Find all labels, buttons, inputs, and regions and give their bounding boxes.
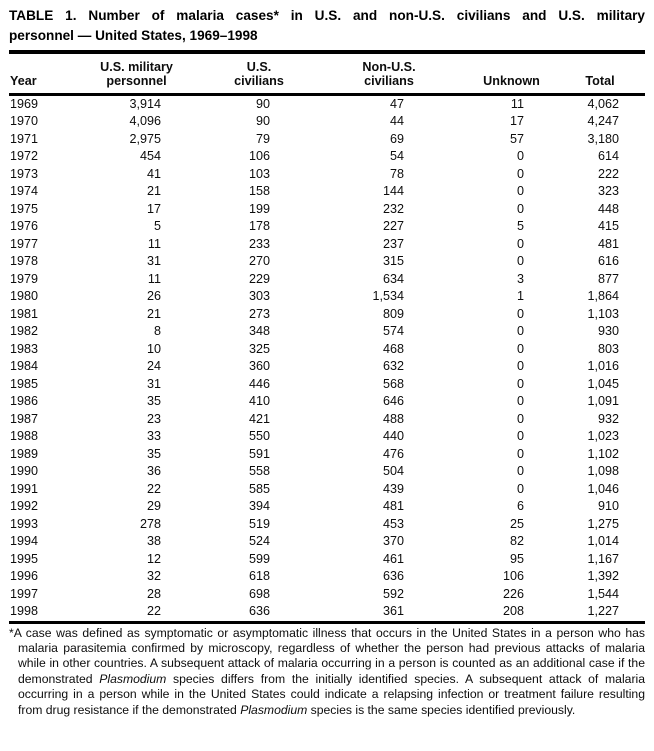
- cell-uscivil: 229: [248, 271, 270, 286]
- cell-year: 1991: [10, 481, 39, 496]
- col-header-noncivil: Non-U.S. civilians: [362, 59, 416, 88]
- cell-unknown: 5: [516, 219, 524, 233]
- table-header-row: [9, 54, 645, 93]
- cell-uscivil: 178: [248, 219, 270, 233]
- cell-noncivil: 632: [382, 359, 404, 373]
- cell-noncivil: 315: [382, 254, 404, 268]
- table-row: [9, 428, 645, 446]
- cell-total: 1,392: [587, 569, 619, 583]
- cell-year: 1978: [10, 254, 39, 268]
- cell-total: 1,103: [587, 306, 619, 321]
- cell-unknown: 17: [509, 114, 524, 128]
- cell-uscivil: 618: [248, 569, 270, 583]
- cell-total: 614: [597, 149, 619, 163]
- cell-total: 4,247: [587, 114, 619, 128]
- cell-uscivil: 446: [248, 376, 270, 391]
- table-row: [9, 533, 645, 551]
- cell-total: 877: [597, 271, 619, 286]
- cell-year: 1992: [10, 499, 39, 513]
- cell-unknown: 0: [516, 429, 524, 443]
- cell-total: 803: [597, 341, 619, 356]
- cell-total: 1,046: [587, 481, 619, 496]
- cell-uscivil: 558: [248, 464, 270, 478]
- cell-military: 31: [146, 254, 161, 268]
- cell-year: 1977: [10, 236, 39, 251]
- cell-year: 1982: [10, 324, 39, 338]
- cell-military: 28: [146, 586, 161, 601]
- cell-military: 278: [139, 516, 161, 531]
- cell-uscivil: 79: [255, 131, 270, 146]
- cell-uscivil: 90: [255, 96, 270, 111]
- cell-total: 1,275: [587, 516, 619, 531]
- cell-total: 3,180: [587, 131, 619, 146]
- cell-unknown: 0: [516, 324, 524, 338]
- cell-uscivil: 273: [248, 306, 270, 321]
- cell-uscivil: 394: [248, 499, 270, 513]
- cell-total: 910: [597, 499, 619, 513]
- table-title-line-2: personnel — United States, 1969–1998: [9, 27, 258, 43]
- table-row: [9, 253, 645, 271]
- cell-noncivil: 47: [389, 96, 404, 111]
- cell-noncivil: 237: [382, 236, 404, 251]
- cell-year: 1972: [10, 149, 39, 163]
- footnote-text: species differs from the initially identified species. A subsequent attack of malaria occurring in a person while in the United States could indicate a relapsing infection or treatment failure resulting from drug resistance if the demonstrated: [18, 671, 645, 717]
- cell-unknown: 0: [516, 481, 524, 496]
- cell-unknown: 82: [509, 534, 524, 548]
- table-row: [9, 463, 645, 481]
- cell-total: 4,062: [587, 96, 619, 111]
- footnote-species-italic: Plasmodium: [240, 702, 308, 717]
- col-header-year: Year: [10, 74, 37, 88]
- cell-uscivil: 233: [248, 236, 270, 251]
- cell-unknown: 0: [516, 236, 524, 251]
- cell-military: 31: [146, 376, 161, 391]
- cell-military: 36: [146, 464, 161, 478]
- cell-uscivil: 199: [248, 201, 270, 216]
- cell-uscivil: 158: [248, 184, 270, 198]
- table-header: [9, 54, 645, 93]
- cell-unknown: 106: [502, 569, 524, 583]
- cell-unknown: 0: [516, 166, 524, 181]
- cell-noncivil: 144: [382, 184, 404, 198]
- cell-year: 1969: [10, 96, 39, 111]
- cell-military: 12: [146, 551, 161, 566]
- cell-unknown: 0: [516, 254, 524, 268]
- table-row: [9, 358, 645, 376]
- footnote-marker: *: [9, 625, 14, 640]
- cell-noncivil: 488: [382, 411, 404, 426]
- cell-year: 1988: [10, 429, 39, 443]
- cell-noncivil: 481: [382, 499, 404, 513]
- cell-year: 1981: [10, 306, 39, 321]
- cell-noncivil: 504: [382, 464, 404, 478]
- cell-noncivil: 568: [382, 376, 404, 391]
- table-row: [9, 568, 645, 586]
- cell-year: 1985: [10, 376, 39, 391]
- cell-year: 1980: [10, 289, 39, 303]
- cell-unknown: 3: [516, 271, 524, 286]
- table-row: [9, 446, 645, 464]
- table-row: [9, 148, 645, 166]
- table-row: [9, 271, 645, 289]
- cell-uscivil: 270: [248, 254, 270, 268]
- table-row: [9, 551, 645, 569]
- table-row: [9, 341, 645, 359]
- table-row: [9, 183, 645, 201]
- table-body: [9, 96, 645, 621]
- cell-year: 1984: [10, 359, 39, 373]
- cell-total: 1,023: [587, 429, 619, 443]
- cell-total: 323: [597, 184, 619, 198]
- cell-military: 33: [146, 429, 161, 443]
- cell-military: 23: [146, 411, 161, 426]
- cell-uscivil: 106: [248, 149, 270, 163]
- cell-unknown: 0: [516, 411, 524, 426]
- cell-military: 3,914: [129, 96, 161, 111]
- cell-total: 1,045: [587, 376, 619, 391]
- cell-noncivil: 440: [382, 429, 404, 443]
- footnote-text: species is the same species identified previously.: [307, 702, 576, 717]
- cell-total: 481: [597, 236, 619, 251]
- cell-total: 1,102: [587, 446, 619, 461]
- cell-unknown: 0: [516, 341, 524, 356]
- table-row: [9, 306, 645, 324]
- table-row: [9, 393, 645, 411]
- cell-year: 1986: [10, 394, 39, 408]
- cell-year: 1990: [10, 464, 39, 478]
- cell-total: 415: [597, 219, 619, 233]
- cell-noncivil: 361: [382, 604, 404, 618]
- cell-unknown: 0: [516, 184, 524, 198]
- table-row: [9, 236, 645, 254]
- cell-total: 932: [597, 411, 619, 426]
- col-header-military: U.S. military personnel: [100, 59, 173, 88]
- cell-military: 11: [147, 271, 161, 286]
- malaria-cases-table: [9, 54, 645, 93]
- col-header-total: Total: [585, 74, 615, 88]
- cell-military: 5: [153, 219, 161, 233]
- cell-uscivil: 360: [248, 359, 270, 373]
- footnote: [9, 626, 645, 718]
- cell-military: 24: [146, 359, 161, 373]
- cell-military: 22: [146, 481, 161, 496]
- cell-total: 1,016: [587, 359, 619, 373]
- cell-noncivil: 232: [382, 201, 404, 216]
- table-row: [9, 603, 645, 621]
- cell-uscivil: 698: [248, 586, 270, 601]
- cell-year: 1971: [10, 131, 39, 146]
- cell-total: 930: [597, 324, 619, 338]
- table-row: [9, 411, 645, 429]
- cell-noncivil: 461: [382, 551, 404, 566]
- cell-unknown: 0: [516, 464, 524, 478]
- cell-unknown: 0: [516, 149, 524, 163]
- table-row: [9, 481, 645, 499]
- cell-noncivil: 370: [382, 534, 404, 548]
- cell-year: 1979: [10, 271, 39, 286]
- bottom-rule: [9, 621, 645, 624]
- cell-uscivil: 550: [248, 429, 270, 443]
- table-row: [9, 288, 645, 306]
- col-header-unknown: Unknown: [483, 74, 540, 88]
- cell-unknown: 226: [502, 586, 524, 601]
- table-row: [9, 96, 645, 114]
- cell-total: 1,227: [587, 604, 619, 618]
- cell-military: 26: [146, 289, 161, 303]
- cell-unknown: 0: [516, 446, 524, 461]
- cell-military: 32: [146, 569, 161, 583]
- cell-noncivil: 646: [382, 394, 404, 408]
- cell-year: 1976: [10, 219, 39, 233]
- cell-military: 4,096: [129, 114, 161, 128]
- cell-uscivil: 303: [248, 289, 270, 303]
- cell-total: 222: [597, 166, 619, 181]
- cell-uscivil: 325: [248, 341, 270, 356]
- cell-noncivil: 44: [389, 114, 404, 128]
- table-row: [9, 498, 645, 516]
- cell-year: 1983: [10, 341, 39, 356]
- cell-unknown: 208: [502, 604, 524, 618]
- cell-total: 1,864: [587, 289, 619, 303]
- cell-total: 1,544: [587, 586, 619, 601]
- cell-uscivil: 103: [248, 166, 270, 181]
- cell-unknown: 11: [510, 96, 524, 111]
- cell-uscivil: 421: [248, 411, 270, 426]
- cell-uscivil: 524: [248, 534, 270, 548]
- cell-military: 38: [146, 534, 161, 548]
- cell-unknown: 0: [516, 306, 524, 321]
- cell-unknown: 57: [509, 131, 524, 146]
- cell-noncivil: 54: [389, 149, 404, 163]
- cell-total: 1,014: [587, 534, 619, 548]
- cell-uscivil: 599: [248, 551, 270, 566]
- cell-uscivil: 348: [248, 324, 270, 338]
- cell-military: 41: [146, 166, 161, 181]
- cell-uscivil: 519: [248, 516, 270, 531]
- cell-year: 1994: [10, 534, 39, 548]
- cell-noncivil: 453: [382, 516, 404, 531]
- table-row: [9, 201, 645, 219]
- cell-year: 1995: [10, 551, 39, 566]
- table-title-line-1: TABLE 1. Number of malaria cases* in U.S. and non-U.S. civilians and U.S. military: [9, 8, 645, 23]
- cell-year: 1973: [10, 166, 39, 181]
- cell-unknown: 95: [509, 551, 524, 566]
- cell-total: 448: [597, 201, 619, 216]
- cell-uscivil: 591: [248, 446, 270, 461]
- cell-year: 1970: [10, 114, 39, 128]
- cell-noncivil: 574: [382, 324, 404, 338]
- cell-military: 35: [146, 446, 161, 461]
- cell-total: 1,091: [587, 394, 619, 408]
- cell-year: 1975: [10, 201, 39, 216]
- cell-noncivil: 809: [382, 306, 404, 321]
- table-row: [9, 131, 645, 149]
- cell-year: 1993: [10, 516, 39, 531]
- cell-year: 1989: [10, 446, 39, 461]
- table-row: [9, 516, 645, 534]
- cell-unknown: 0: [516, 201, 524, 216]
- table-row: [9, 218, 645, 236]
- table-row: [9, 166, 645, 184]
- cell-military: 8: [153, 324, 161, 338]
- cell-military: 17: [146, 201, 161, 216]
- malaria-cases-table-body: [9, 96, 645, 621]
- cell-unknown: 6: [516, 499, 524, 513]
- cell-noncivil: 636: [382, 569, 404, 583]
- cell-total: 1,167: [587, 551, 619, 566]
- cell-military: 21: [146, 306, 161, 321]
- cell-noncivil: 227: [382, 219, 404, 233]
- cell-noncivil: 1,534: [372, 289, 404, 303]
- cell-unknown: 1: [516, 289, 524, 303]
- cell-military: 11: [147, 236, 161, 251]
- cell-noncivil: 634: [382, 271, 404, 286]
- table-row: [9, 376, 645, 394]
- cell-military: 22: [146, 604, 161, 618]
- table-row: [9, 323, 645, 341]
- cell-unknown: 0: [516, 394, 524, 408]
- footnote-species-italic: Plasmodium: [99, 671, 167, 686]
- table-title: [9, 6, 645, 45]
- cell-noncivil: 69: [389, 131, 404, 146]
- cell-year: 1997: [10, 586, 39, 601]
- cell-year: 1996: [10, 569, 39, 583]
- cell-uscivil: 90: [255, 114, 270, 128]
- cell-noncivil: 439: [382, 481, 404, 496]
- footnote-text: A case was defined as symptomatic or asymptomatic illness that occurs in the United States in a person who has malaria parasitemia confirmed by microscopy, regardless of whether the person had previous attacks of malaria while in other countries. A subsequent attack of malaria occurring in a person is counted as an additional case if the demonstrated: [13, 625, 645, 686]
- cell-noncivil: 476: [382, 446, 404, 461]
- cell-noncivil: 78: [389, 166, 404, 181]
- cell-total: 1,098: [587, 464, 619, 478]
- cell-military: 2,975: [129, 131, 161, 146]
- cell-total: 616: [597, 254, 619, 268]
- cell-uscivil: 410: [248, 394, 270, 408]
- cell-military: 35: [146, 394, 161, 408]
- cell-year: 1998: [10, 604, 39, 618]
- cell-noncivil: 592: [382, 586, 404, 601]
- cell-unknown: 25: [509, 516, 524, 531]
- cell-noncivil: 468: [382, 341, 404, 356]
- table-row: [9, 586, 645, 604]
- cell-year: 1987: [10, 411, 39, 426]
- cell-military: 454: [139, 149, 161, 163]
- col-header-uscivil: U.S. civilians: [234, 59, 284, 88]
- cell-uscivil: 585: [248, 481, 270, 496]
- cell-unknown: 0: [516, 359, 524, 373]
- cell-military: 29: [146, 499, 161, 513]
- cell-military: 10: [146, 341, 161, 356]
- cell-unknown: 0: [516, 376, 524, 391]
- cell-year: 1974: [10, 184, 39, 198]
- table-row: [9, 113, 645, 131]
- cell-military: 21: [146, 184, 161, 198]
- cell-uscivil: 636: [248, 604, 270, 618]
